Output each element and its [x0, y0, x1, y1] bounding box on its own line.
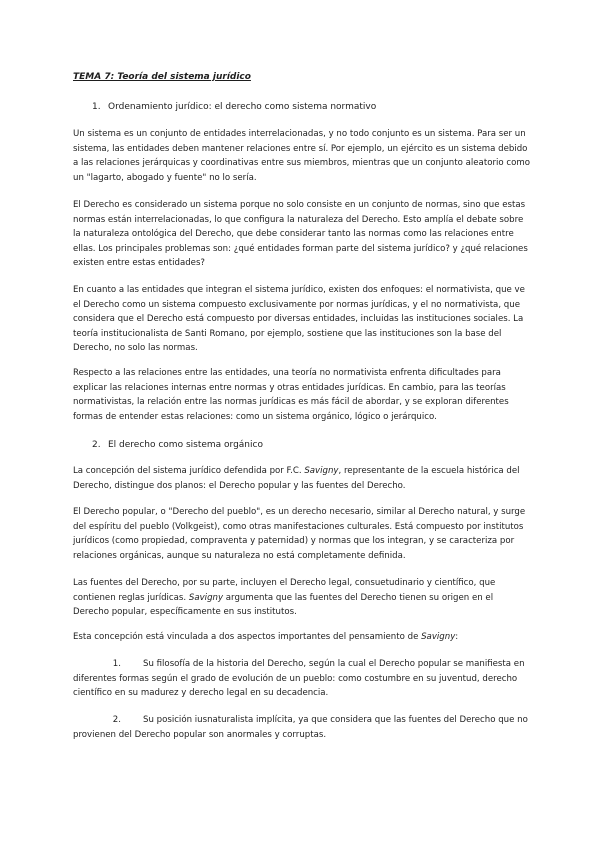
list-number: 2. — [112, 715, 121, 725]
text-run: , representante de la escuela histórica del Derecho, distingue dos planos: el Derecho popular y las fuentes del Derecho. — [73, 466, 520, 491]
section-number: 1. — [92, 102, 101, 112]
author-name: Savigny — [421, 632, 456, 642]
text-run: La concepción del sistema jurídico defendida por F.C. — [73, 466, 305, 476]
text-run: Esta concepción está vinculada a dos aspectos importantes del pensamiento de — [73, 632, 422, 642]
section-1-heading — [92, 102, 376, 112]
paragraph-fuentes — [73, 576, 531, 620]
paragraph-relaciones: Respecto a las relaciones entre las entidades, una teoría no normativista enfrenta dificultades para explicar las relaciones internas entre normas y otras entidades jurídicas. En cambio, para las teorías normativistas, la relación entre las normas jurídicas es más fácil de abordar, y se exploran diferentes formas de entender estas relaciones: como un sistema orgánico, lógico o jerárquico. — [73, 368, 509, 422]
list-item — [73, 713, 531, 742]
text-run: Las fuentes del Derecho, por su parte, incluyen el Derecho legal, consuetudinario y científico, que contienen reglas jurídicas. — [73, 578, 496, 603]
list-item-text: Su filosofía de la historia del Derecho, según la cual el Derecho popular se manifiesta en diferentes formas según el grado de evolución de un pueblo: como costumbre en su juventud, derecho científico en su madurez y derecho legal en su decadencia. — [73, 659, 525, 699]
paragraph-aspectos — [73, 630, 531, 645]
author-name: Savigny — [188, 592, 224, 603]
paragraph-derecho-popular: El Derecho popular, o "Derecho del pueblo", es un derecho necesario, similar al Derecho natural, y surge del espíritu del pueblo (Volkgeist), como otras manifestaciones culturales. Está compuesto por institutos jurídicos (como propiedad, compraventa y paternidad) y normas que los integran, y se caracteriza por relaciones orgánicas, aunque su naturaleza no está completamente definida. — [73, 507, 526, 561]
document-title: TEMA 7: Teoría del sistema jurídico — [73, 72, 251, 82]
paragraph-entidades: En cuanto a las entidades que integran el sistema jurídico, existen dos enfoques: el normativista, que ve el Derecho como un sistema compuesto exclusivamente por normas jurídicas, y el no normativista, que considera que el Derecho está compuesto por diversas entidades, incluidas las instituciones sociales. La teoría institucionalista de Santi Romano, por ejemplo, sostiene que las instituciones son la base del Derecho, no solo las normas. — [73, 285, 525, 354]
section-title: El derecho como sistema orgánico — [108, 440, 263, 450]
list-item-text: Su posición iusnaturalista implícita, ya que considera que las fuentes del Derecho que no provienen del Derecho popular son anormales y corruptas. — [73, 715, 528, 740]
section-title: Ordenamiento jurídico: el derecho como sistema normativo — [108, 102, 377, 112]
text-run: argumenta que las fuentes del Derecho tienen su origen en el Derecho popular, específicamente en sus institutos. — [73, 592, 494, 618]
paragraph-concepcion — [73, 464, 531, 493]
text-run: : — [455, 632, 459, 642]
list-number: 1. — [112, 659, 121, 669]
list-item — [73, 657, 531, 701]
author-name: Savigny — [304, 466, 339, 476]
section-number: 2. — [92, 440, 101, 450]
section-2-heading — [92, 440, 263, 450]
paragraph-system-definition: Un sistema es un conjunto de entidades interrelacionadas, y no todo conjunto es un sistema. Para ser un sistema, las entidades deben mantener relaciones entre sí. Por ejemplo, un ejército es un sistema debido a las relaciones jerárquicas y coordinativas entre sus miembros, mientras que un conjunto aleatorio como un "lagarto, abogado y fuente" no lo sería. — [73, 129, 530, 183]
paragraph-derecho-sistema: El Derecho es considerado un sistema porque no solo consiste en un conjunto de normas, sino que estas normas están interrelacionadas, lo que configura la naturaleza del Derecho. Esto amplía el debate sobre la naturaleza ontológica del Derecho, que debe considerar tanto las normas como las relaciones entre ellas. Los principales problemas son: ¿qué entidades forman parte del sistema jurídico? y ¿qué relaciones existen entre estas entidades? — [73, 200, 528, 269]
